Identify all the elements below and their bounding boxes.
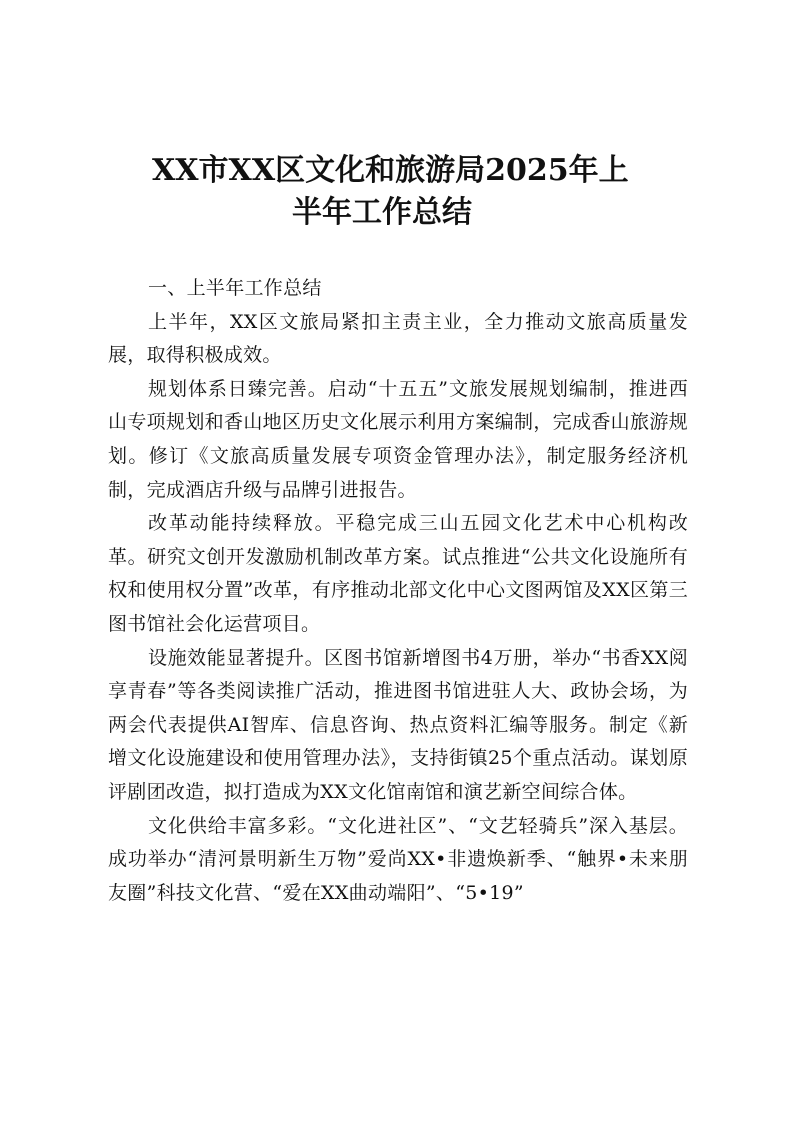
- paragraph-culture-supply: 文化供给丰富多彩。“文化进社区”、“文艺轻骑兵”深入基层。成功举办“清河景明新生万物”爱尚XX•非遗焕新季、“触界•未来朋友圈”科技文化营、“爱在XX曲动端阳”、“5•19”: [108, 814, 688, 904]
- document-body: [108, 272, 688, 910]
- document-title: [140, 150, 700, 234]
- paragraph-reform: 改革动能持续释放。平稳完成三山五园文化艺术中心机构改革。研究文创开发激励机制改革方案。试点推进“公共文化设施所有权和使用权分置”改革，有序推动北部文化中心文图两馆及XX区第三图书馆社会化运营项目。: [108, 512, 688, 635]
- title-line-1: XX市XX区文化和旅游局2025年上: [152, 153, 629, 188]
- paragraph-planning: 规划体系日臻完善。启动“十五五”文旅发展规划编制，推进西山专项规划和香山地区历史文化展示利用方案编制，完成香山旅游规划。修订《文旅高质量发展专项资金管理办法》，制定服务经济机制，完成酒店升级与品牌引进报告。: [108, 377, 688, 501]
- paragraph-intro: 上半年，XX区文旅局紧扣主责主业，全力推动文旅高质量发展，取得积极成效。: [108, 310, 688, 367]
- paragraph-facilities: 设施效能显著提升。区图书馆新增图书4万册，举办“书香XX阅享青春”等各类阅读推广活动，推进图书馆进驻人大、政协会场，为两会代表提供AI智库、信息咨询、热点资料汇编等服务。制定《新增文化设施建设和使用管理办法》，支持街镇25个重点活动。谋划原评剧团改造，拟打造成为XX文化馆南馆和演艺新空间综合体。: [108, 646, 688, 803]
- title-line-2: 半年工作总结: [292, 195, 472, 230]
- section-heading: 一、上半年工作总结: [148, 277, 322, 299]
